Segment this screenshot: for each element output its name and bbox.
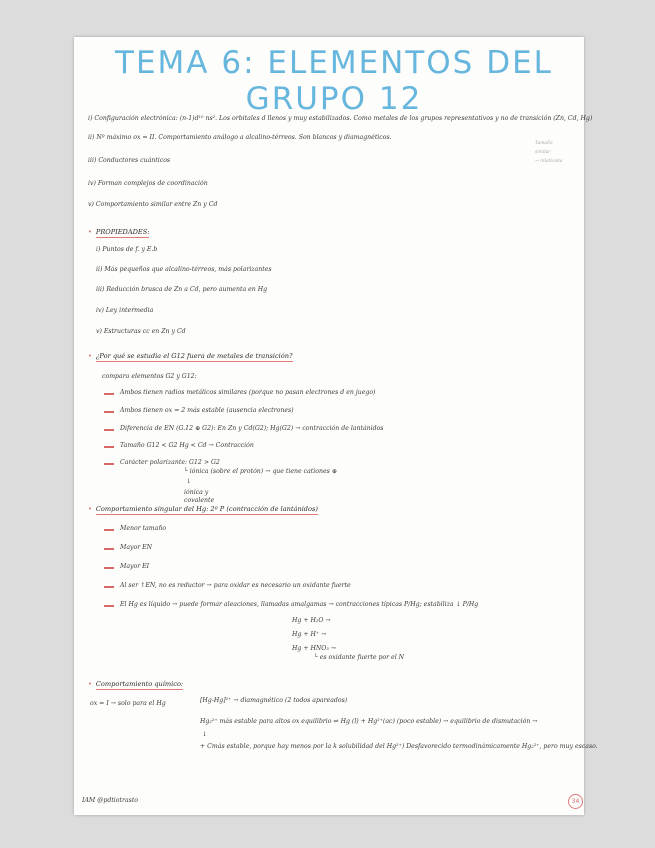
question-below-1: iónica y	[184, 489, 209, 496]
hg-reaction-note: └ es oxidante fuerte por el N	[314, 654, 405, 661]
dash-marker	[104, 586, 114, 588]
property-item: v) Estructuras cc en Zn y Cd	[96, 328, 186, 335]
hg-heading: • Comportamiento singular del Hg: 2º P (contracción de lantánidos)	[88, 505, 318, 513]
question-item: Tamaño G12 < G2 Hg < Cd → Contracción	[120, 442, 254, 449]
property-item: iv) Ley intermedia	[96, 307, 154, 314]
dash-marker	[104, 429, 114, 431]
dash-marker	[104, 567, 114, 569]
intro-item-5: v) Comportamiento similar entre Zn y Cd	[88, 201, 218, 208]
chemistry-heading: • Comportamiento químico:	[88, 680, 184, 688]
question-item: Ambos tienen radios metálicos similares (porque no pasan electrones d en juego)	[120, 389, 376, 396]
question-intro: compara elementos G2 y G12:	[102, 373, 197, 380]
intro-item-2: ii) Nº máximo ox = II. Comportamiento análogo a alcalino-térreos. Son blancos y diamagnéticos.	[88, 134, 392, 141]
page-title: TEMA 6: ELEMENTOS DEL GRUPO 12	[115, 45, 553, 117]
dash-marker	[104, 529, 114, 531]
question-sub-note: └ iónica (sobre el protón) → que tiene cationes ⊕	[184, 468, 337, 475]
hg-reaction: Hg + HNO₃ →	[292, 645, 336, 652]
intro-item-1: i) Configuración electrónica: (n-1)d¹⁰ ns². Los orbitales d llenos y muy estabilizados. Como metales de los grupos representativos y no de transición (Zn, Cd, Hg)	[88, 115, 593, 122]
dash-marker	[104, 605, 114, 607]
question-item: Ambos tienen ox = 2 más estable (ausencia electrones)	[120, 407, 294, 414]
bullet-icon: •	[88, 352, 92, 360]
notebook-page	[74, 37, 598, 815]
hg-item: El Hg es líquido → puede formar aleaciones, llamadas amalgamas → contracciones típicas P/Hg; estabiliza ↓ P/Hg	[120, 601, 479, 608]
property-item: ii) Más pequeños que alcalino-térreos, más polarizantes	[96, 266, 272, 273]
side-note-line: → relativista	[535, 159, 563, 164]
footer-credit: IAM @pdtiotrasto	[82, 797, 139, 804]
dash-marker	[104, 463, 114, 465]
side-note-line: Tamaño	[535, 141, 553, 146]
arrow-down-icon: ↓	[202, 731, 208, 738]
bullet-icon: •	[88, 680, 92, 688]
chemistry-line: [Hg-Hg]²⁺ → diamagnético (2 todos apareados)	[200, 697, 348, 704]
hg-item: Mayor EN	[120, 544, 153, 551]
side-note	[535, 139, 562, 166]
page-number: 34	[568, 794, 583, 809]
bullet-icon: •	[88, 228, 92, 236]
chemistry-line: Hg₂²⁺ más estable para altos ox equilibrio ⇌ Hg (l) + Hg²⁺(ac) (poco estable) → equilibrio de dismutación →	[200, 718, 538, 725]
question-below-2: covalente	[184, 497, 215, 504]
question-heading: • ¿Por qué se estudia el G12 fuera de metales de transición?	[88, 352, 293, 360]
hg-item: Mayor EI	[120, 563, 150, 570]
bullet-icon: •	[88, 505, 92, 513]
hg-reaction: Hg + H⁺ →	[292, 631, 327, 638]
hg-item: Al ser ↑EN, no es reductor → para oxidar es necesario un oxidante fuerte	[120, 582, 351, 589]
dash-marker	[104, 548, 114, 550]
property-item: iii) Reducción brusca de Zn a Cd, pero aumenta en Hg	[96, 286, 268, 293]
hg-reaction: Hg + H₂O →	[292, 617, 331, 624]
hg-item: Menor tamaño	[120, 525, 167, 532]
question-item: Carácter polarizante: G12 > G2	[120, 459, 220, 466]
chemistry-line: ox = I → solo para el Hg	[90, 700, 166, 707]
dash-marker	[104, 411, 114, 413]
question-item: Diferencia de EN (G.12 ⊕ G2): En Zn y Cd(G2); Hg(G2) → contracción de lantánidos	[120, 425, 384, 432]
intro-item-3: iii) Conductores cuánticos	[88, 157, 171, 164]
chemistry-line: + Cmás estable, porque hay menos por la k solubilidad del Hg²⁺) Desfavorecido termodinámicamente Hg₂²⁺, pero muy escaso.	[200, 743, 598, 750]
properties-heading: • PROPIEDADES:	[88, 228, 150, 236]
dash-marker	[104, 393, 114, 395]
dash-marker	[104, 446, 114, 448]
arrow-down-icon: ↓	[186, 478, 192, 485]
property-item: i) Puntos de f. y E.b	[96, 246, 158, 253]
side-note-line: similar	[535, 150, 551, 155]
intro-item-4: iv) Forman complejos de coordinación	[88, 180, 208, 187]
